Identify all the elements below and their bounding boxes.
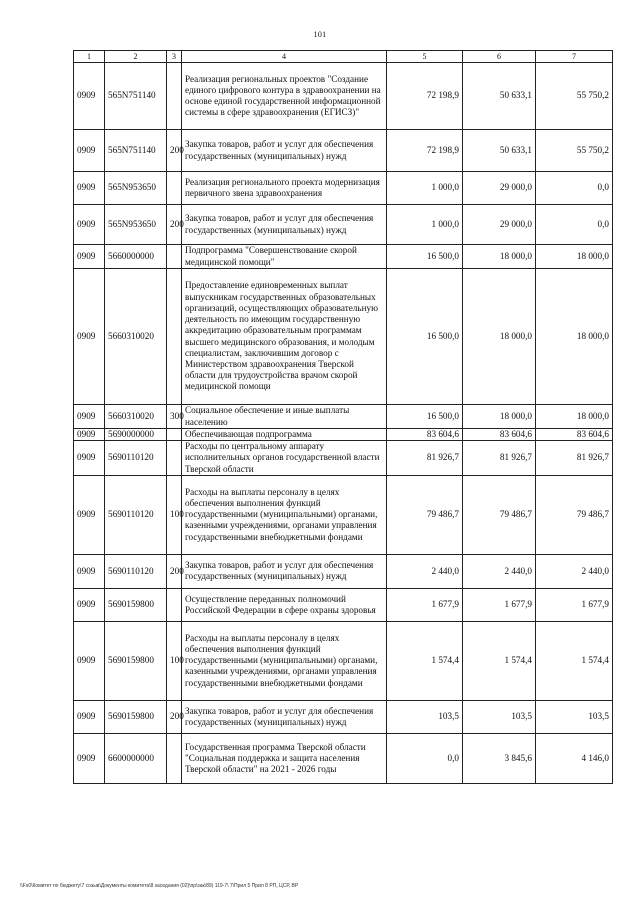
target-article-cell: 565N953650 xyxy=(105,205,167,245)
amount-year2-cell: 3 845,6 xyxy=(463,733,536,783)
section-code-cell: 0909 xyxy=(74,588,105,621)
amount-year3-cell: 0,0 xyxy=(536,172,613,205)
section-code-cell: 0909 xyxy=(74,554,105,588)
table-row xyxy=(74,441,613,476)
amount-year3-cell: 55 750,2 xyxy=(536,63,613,130)
expense-type-cell: 200 xyxy=(167,700,182,733)
amount-year1-cell: 79 486,7 xyxy=(387,475,463,554)
target-article-cell: 5690159800 xyxy=(105,700,167,733)
target-article-cell: 5660000000 xyxy=(105,245,167,269)
section-code-cell: 0909 xyxy=(74,475,105,554)
target-article-cell: 5690159800 xyxy=(105,588,167,621)
expense-type-cell: 200 xyxy=(167,554,182,588)
amount-year2-cell: 79 486,7 xyxy=(463,475,536,554)
section-code-cell: 0909 xyxy=(74,130,105,172)
expense-type-cell: 200 xyxy=(167,205,182,245)
section-code-cell: 0909 xyxy=(74,405,105,429)
section-code-cell: 0909 xyxy=(74,429,105,441)
amount-year3-cell: 0,0 xyxy=(536,205,613,245)
amount-year3-cell: 18 000,0 xyxy=(536,405,613,429)
expense-type-cell xyxy=(167,441,182,476)
expense-type-cell xyxy=(167,429,182,441)
item-name-cell: Закупка товаров, работ и услуг для обеспечения государственных (муниципальных) нужд xyxy=(182,205,387,245)
header-cell: 3 xyxy=(167,51,182,63)
header-cell: 7 xyxy=(536,51,613,63)
item-name-cell: Подпрограмма "Совершенствование скорой медицинской помощи" xyxy=(182,245,387,269)
amount-year1-cell: 1 574,4 xyxy=(387,621,463,700)
amount-year3-cell: 79 486,7 xyxy=(536,475,613,554)
amount-year1-cell: 1 000,0 xyxy=(387,205,463,245)
amount-year2-cell: 1 677,9 xyxy=(463,588,536,621)
page-number: 101 xyxy=(313,30,327,39)
item-name-cell: Государственная программа Тверской области "Социальная поддержка и защита населения Тверской области" на 2021 - 2026 годы xyxy=(182,733,387,783)
table-row xyxy=(74,405,613,429)
section-code-cell: 0909 xyxy=(74,269,105,405)
expense-type-cell xyxy=(167,63,182,130)
amount-year1-cell: 72 198,9 xyxy=(387,130,463,172)
expense-type-cell xyxy=(167,733,182,783)
amount-year3-cell: 1 677,9 xyxy=(536,588,613,621)
table-row xyxy=(74,269,613,405)
table-row xyxy=(74,475,613,554)
section-code-cell: 0909 xyxy=(74,441,105,476)
item-name-cell: Реализация регионального проекта модернизация первичного звена здравоохранения xyxy=(182,172,387,205)
amount-year1-cell: 81 926,7 xyxy=(387,441,463,476)
target-article-cell: 565N751140 xyxy=(105,130,167,172)
amount-year3-cell: 55 750,2 xyxy=(536,130,613,172)
target-article-cell: 565N751140 xyxy=(105,63,167,130)
amount-year2-cell: 50 633,1 xyxy=(463,63,536,130)
target-article-cell: 5660310020 xyxy=(105,405,167,429)
table-row xyxy=(74,733,613,783)
target-article-cell: 6600000000 xyxy=(105,733,167,783)
expense-type-cell: 100 xyxy=(167,621,182,700)
amount-year2-cell: 103,5 xyxy=(463,700,536,733)
header-cell: 5 xyxy=(387,51,463,63)
section-code-cell: 0909 xyxy=(74,205,105,245)
header-cell: 4 xyxy=(182,51,387,63)
amount-year2-cell: 18 000,0 xyxy=(463,405,536,429)
amount-year1-cell: 2 440,0 xyxy=(387,554,463,588)
item-name-cell: Закупка товаров, работ и услуг для обеспечения государственных (муниципальных) нужд xyxy=(182,554,387,588)
expense-type-cell xyxy=(167,269,182,405)
header-row xyxy=(74,51,613,63)
amount-year2-cell: 18 000,0 xyxy=(463,245,536,269)
amount-year1-cell: 16 500,0 xyxy=(387,405,463,429)
amount-year2-cell: 18 000,0 xyxy=(463,269,536,405)
item-name-cell: Закупка товаров, работ и услуг для обеспечения государственных (муниципальных) нужд xyxy=(182,130,387,172)
section-code-cell: 0909 xyxy=(74,63,105,130)
header-cell: 2 xyxy=(105,51,167,63)
target-article-cell: 5690000000 xyxy=(105,429,167,441)
section-code-cell: 0909 xyxy=(74,700,105,733)
target-article-cell: 5690110120 xyxy=(105,554,167,588)
amount-year3-cell: 4 146,0 xyxy=(536,733,613,783)
section-code-cell: 0909 xyxy=(74,733,105,783)
expense-type-cell: 300 xyxy=(167,405,182,429)
amount-year3-cell: 2 440,0 xyxy=(536,554,613,588)
item-name-cell: Расходы на выплаты персоналу в целях обеспечения выполнения функций государственными (муниципальными) органами, казенными учреждениями, органами управления государственными внебюджетными фондами xyxy=(182,475,387,554)
section-code-cell: 0909 xyxy=(74,621,105,700)
item-name-cell: Реализация региональных проектов "Создание единого цифрового контура в здравоохранении на основе единой государственной информационной системы в сфере здравоохранения (ЕГИСЗ)" xyxy=(182,63,387,130)
amount-year3-cell: 103,5 xyxy=(536,700,613,733)
amount-year2-cell: 50 633,1 xyxy=(463,130,536,172)
amount-year3-cell: 18 000,0 xyxy=(536,269,613,405)
expense-type-cell: 100 xyxy=(167,475,182,554)
amount-year3-cell: 1 574,4 xyxy=(536,621,613,700)
amount-year2-cell: 29 000,0 xyxy=(463,172,536,205)
section-code-cell: 0909 xyxy=(74,245,105,269)
item-name-cell: Обеспечивающая подпрограмма xyxy=(182,429,387,441)
amount-year1-cell: 0,0 xyxy=(387,733,463,783)
amount-year2-cell: 29 000,0 xyxy=(463,205,536,245)
amount-year1-cell: 16 500,0 xyxy=(387,269,463,405)
target-article-cell: 565N953650 xyxy=(105,172,167,205)
amount-year2-cell: 81 926,7 xyxy=(463,441,536,476)
item-name-cell: Закупка товаров, работ и услуг для обеспечения государственных (муниципальных) нужд xyxy=(182,700,387,733)
amount-year1-cell: 83 604,6 xyxy=(387,429,463,441)
table-row xyxy=(74,205,613,245)
amount-year2-cell: 2 440,0 xyxy=(463,554,536,588)
amount-year1-cell: 1 000,0 xyxy=(387,172,463,205)
amount-year3-cell: 18 000,0 xyxy=(536,245,613,269)
table-row xyxy=(74,245,613,269)
amount-year3-cell: 81 926,7 xyxy=(536,441,613,476)
item-name-cell: Социальное обеспечение и иные выплаты населению xyxy=(182,405,387,429)
target-article-cell: 5690159800 xyxy=(105,621,167,700)
amount-year2-cell: 1 574,4 xyxy=(463,621,536,700)
table-row xyxy=(74,621,613,700)
target-article-cell: 5660310020 xyxy=(105,269,167,405)
section-code-cell: 0909 xyxy=(74,172,105,205)
expense-type-cell xyxy=(167,588,182,621)
item-name-cell: Предоставление единовременных выплат выпускникам государственных образовательных организаций, осуществляющих образовательную деятельность по имеющим государственную аккредитацию образовательным программам высшего медицинского образования, и молодым специалистам, заключившим договор с Министерством здравоохранения Тверской области для трудоустройства врачом скорой медицинской помощи xyxy=(182,269,387,405)
amount-year1-cell: 72 198,9 xyxy=(387,63,463,130)
table-row xyxy=(74,429,613,441)
item-name-cell: Осуществление переданных полномочий Российской Федерации в сфере охраны здоровья xyxy=(182,588,387,621)
table-row xyxy=(74,588,613,621)
expense-type-cell xyxy=(167,172,182,205)
target-article-cell: 5690110120 xyxy=(105,441,167,476)
table-row xyxy=(74,63,613,130)
target-article-cell: 5690110120 xyxy=(105,475,167,554)
amount-year2-cell: 83 604,6 xyxy=(463,429,536,441)
header-cell: 1 xyxy=(74,51,105,63)
amount-year3-cell: 83 604,6 xyxy=(536,429,613,441)
item-name-cell: Расходы по центральному аппарату исполнительных органов государственной власти Тверской области xyxy=(182,441,387,476)
amount-year1-cell: 103,5 xyxy=(387,700,463,733)
expense-type-cell: 200 xyxy=(167,130,182,172)
expense-type-cell xyxy=(167,245,182,269)
table-row xyxy=(74,172,613,205)
header-cell: 6 xyxy=(463,51,536,63)
amount-year1-cell: 1 677,9 xyxy=(387,588,463,621)
file-path-footer: \\Fs0\Комитет по бюджету\7 созыв\Документы комитета\8 заседания (02)\пр\зак\89) 119-7\ 7\Прил 5 Прил 8 РП, ЦСР, ВР xyxy=(20,883,299,889)
budget-table xyxy=(73,50,613,784)
table-row xyxy=(74,700,613,733)
item-name-cell: Расходы на выплаты персоналу в целях обеспечения выполнения функций государственными (муниципальными) органами, казенными учреждениями, органами управления государственными внебюджетными фондами xyxy=(182,621,387,700)
amount-year1-cell: 16 500,0 xyxy=(387,245,463,269)
table-row xyxy=(74,554,613,588)
table-row xyxy=(74,130,613,172)
